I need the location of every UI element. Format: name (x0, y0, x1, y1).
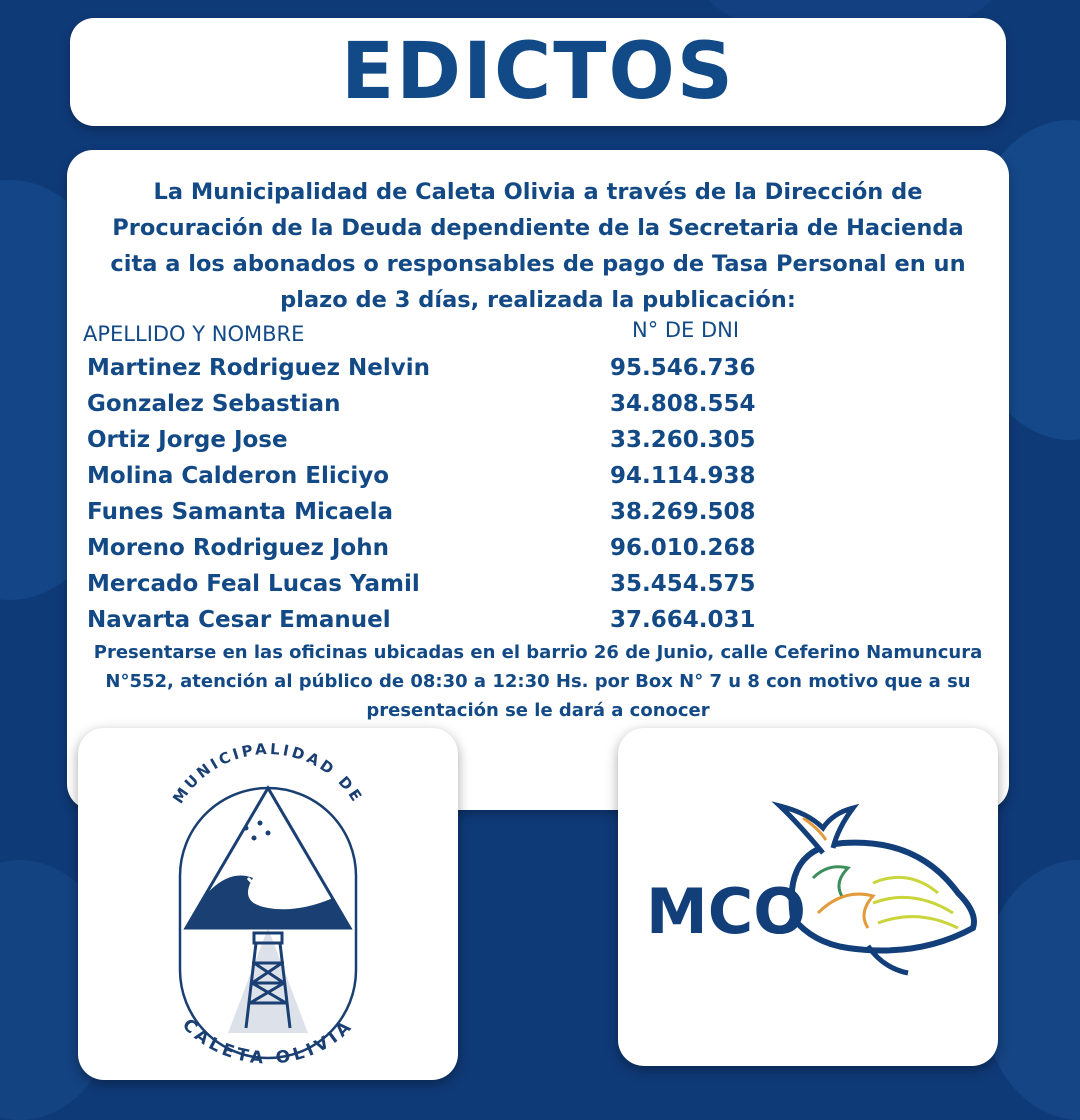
person-name: Molina Calderon Eliciyo (87, 463, 390, 489)
person-name: Gonzalez Sebastian (87, 391, 341, 417)
star-icon (258, 821, 263, 826)
star-icon (266, 831, 271, 836)
page-title: EDICTOS (341, 27, 735, 117)
table-row (87, 350, 987, 386)
title-card (70, 18, 1006, 126)
edict-card (67, 150, 1009, 810)
footer-text: Presentarse en las oficinas ubicadas en el barrio 26 de Junio, calle Ceferino Namuncura N°552, atención al público de 08:30 a 12:30 Hs. por Box N° 7 u 8 con motivo que a su presentación se le dará a conocer (93, 642, 983, 721)
table-row (87, 566, 987, 602)
logo-arc-bottom-text: CALETA OLIVIA (178, 1015, 358, 1069)
column-header-dni: N° DE DNI (632, 318, 740, 342)
person-name: Moreno Rodriguez John (87, 535, 389, 561)
table-row (87, 602, 987, 638)
person-dni: 94.114.938 (610, 463, 756, 489)
table-row (87, 386, 987, 422)
municipality-logo (78, 728, 458, 1080)
person-name: Martinez Rodriguez Nelvin (87, 355, 431, 381)
person-dni: 95.546.736 (610, 355, 756, 381)
person-name: Navarta Cesar Emanuel (87, 607, 391, 633)
mco-logo (618, 728, 998, 1066)
person-dni: 96.010.268 (610, 535, 756, 561)
star-icon (252, 836, 257, 841)
logo-arc-top-text: MUNICIPALIDAD DE (169, 739, 367, 807)
person-dni: 33.260.305 (610, 427, 756, 453)
mco-logo-card (618, 728, 998, 1066)
person-dni: 38.269.508 (610, 499, 756, 525)
mco-text: MCO (646, 875, 806, 948)
person-dni: 35.454.575 (610, 571, 756, 597)
person-name: Funes Samanta Micaela (87, 499, 394, 525)
table-row (87, 458, 987, 494)
table-row (87, 422, 987, 458)
column-header-name: APELLIDO Y NOMBRE (83, 322, 305, 346)
star-icon (244, 826, 249, 831)
person-dni: 34.808.554 (610, 391, 756, 417)
intro-text: La Municipalidad de Caleta Olivia a través de la Dirección de Procuración de la Deuda dependiente de la Secretaria de Hacienda cita a los abonados o responsables de pago de Tasa Personal en un plazo de 3 días, realizada la publicación: (110, 179, 966, 313)
person-list (87, 350, 987, 638)
person-dni: 37.664.031 (610, 607, 756, 633)
person-name: Mercado Feal Lucas Yamil (87, 571, 420, 597)
table-row (87, 530, 987, 566)
municipality-logo-card (78, 728, 458, 1080)
whale-body (792, 843, 974, 951)
person-name: Ortiz Jorge Jose (87, 427, 288, 453)
table-row (87, 494, 987, 530)
